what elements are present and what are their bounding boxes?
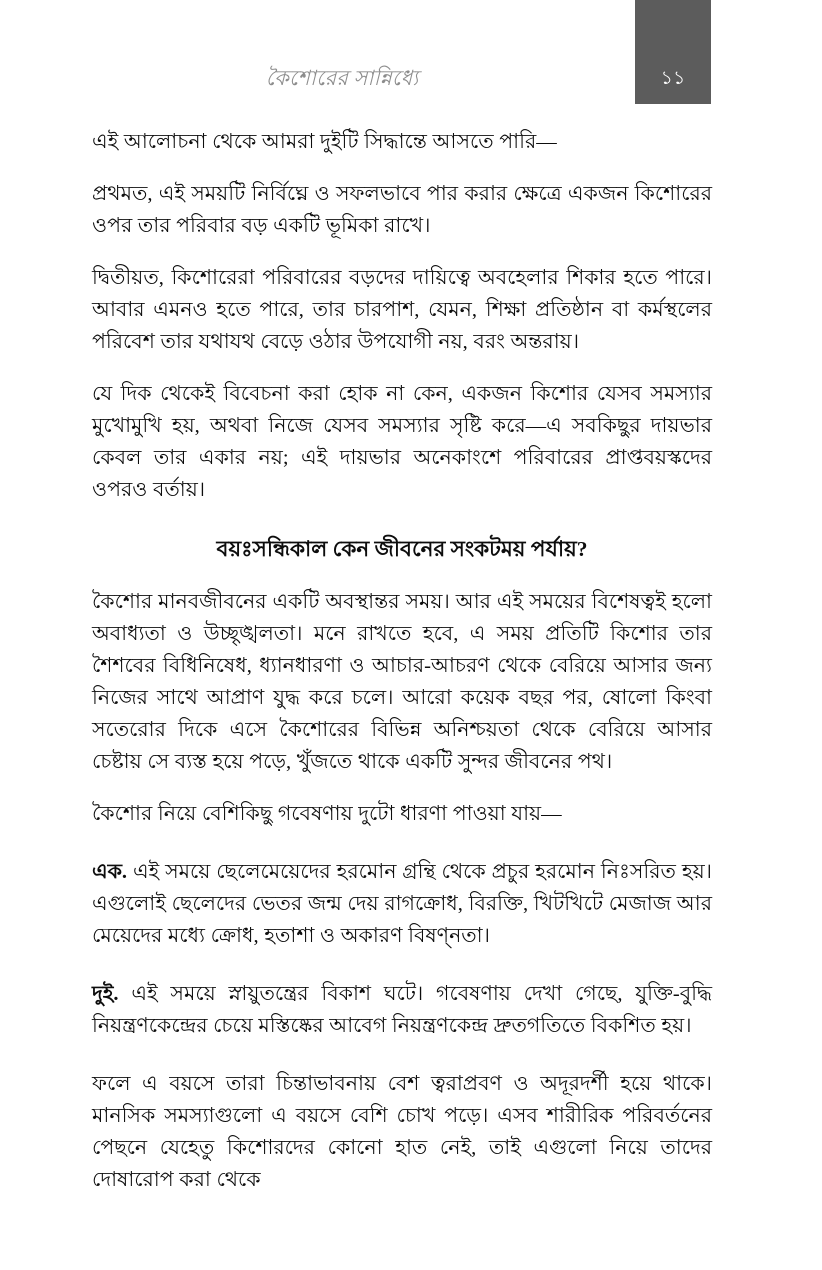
numbered-point xyxy=(92,856,712,952)
page-number: ১১ xyxy=(660,68,686,89)
paragraph: দ্বিতীয়ত, কিশোরেরা পরিবারের বড়দের দায়িত্বে অবহেলার শিকার হতে পারে। আবার এমনও হতে পারে, তার চারপাশ, যেমন, শিক্ষা প্রতিষ্ঠান বা কর্মস্থলের পরিবেশ তার যথাযথ বেড়ে ওঠার উপযোগী নয়, বরং অন্তরায়। xyxy=(92,267,712,353)
paragraph: এই আলোচনা থেকে আমরা দুইটি সিদ্ধান্তে আসতে পারি— xyxy=(92,131,557,153)
paragraph: যে দিক থেকেই বিবেচনা করা হোক না কেন, একজন কিশোর যেসব সমস্যার মুখোমুখি হয়, অথবা নিজে যেসব সমস্যার সৃষ্টি করে—এ সবকিছুর দায়ভার কেবল তার একার নয়; এই দায়ভার অনেকাংশে পরিবারের প্রাপ্তবয়স্কদের ওপরও বর্তায়। xyxy=(92,383,712,501)
paragraph: কৈশোর মানবজীবনের একটি অবস্থান্তর সময়। আর এই সময়ের বিশেষত্বই হলো অবাধ্যতা ও উচ্ছৃঙ্খলতা। মনে রাখতে হবে, এ সময় প্রতিটি কিশোর তার শৈশবের বিধিনিষেধ, ধ্যানধারণা ও আচার-আচরণ থেকে বেরিয়ে আসার জন্য নিজের সাথে আপ্রাণ যুদ্ধ করে চলে। আরো কয়েক বছর পর, ষোলো কিংবা সতেরোর দিকে এসে কৈশোরের বিভিন্ন অনিশ্চয়তা থেকে বেরিয়ে আসার চেষ্টায় সে ব্যস্ত হয়ে পড়ে, খুঁজতে থাকে একটি সুন্দর জীবনের পথ। xyxy=(92,591,712,773)
page-header xyxy=(0,0,822,110)
numbered-point-body: এই সময়ে ছেলেমেয়েদের হরমোন গ্রন্থি থেকে প্রচুর হরমোন নিঃসরিত হয়। এগুলোই ছেলেদের ভেতর জন্ম দেয় রাগক্রোধ, বিরক্তি, খিটখিটে মেজাজ আর মেয়েদের মধ্যে ক্রোধ, হতাশা ও অকারণ বিষণ্নতা। xyxy=(92,861,712,947)
numbered-point-label: দুই. xyxy=(92,983,119,1005)
paragraph: প্রথমত, এই সময়টি নির্বিঘ্নে ও সফলভাবে পার করার ক্ষেত্রে একজন কিশোরের ওপর তার পরিবার বড় একটি ভূমিকা রাখে। xyxy=(92,183,712,237)
section-heading: বয়ঃসন্ধিকাল কেন জীবনের সংকটময় পর্যায়? xyxy=(216,537,588,561)
page-content xyxy=(92,126,712,1196)
numbered-point-body: এই সময়ে স্নায়ুতন্ত্রের বিকাশ ঘটে। গবেষণায় দেখা গেছে, যুক্তি-বুদ্ধি নিয়ন্ত্রণকেন্দ্রের চেয়ে মস্তিষ্কের আবেগ নিয়ন্ত্রণকেন্দ্র দ্রুতগতিতে বিকশিত হয়। xyxy=(92,983,713,1037)
numbered-point-label: এক. xyxy=(92,861,128,883)
numbered-point-text xyxy=(119,983,132,1005)
paragraph: কৈশোর নিয়ে বেশিকিছু গবেষণায় দুটো ধারণা পাওয়া যায়— xyxy=(92,803,562,825)
numbered-point xyxy=(92,978,712,1042)
paragraph: ফলে এ বয়সে তারা চিন্তাভাবনায় বেশ ত্বরাপ্রবণ ও অদূরদর্শী হয়ে থাকে। মানসিক সমস্যাগুলো এ বয়সে বেশি চোখ পড়ে। এসব শারীরিক পরিবর্তনের পেছনে যেহেতু কিশোরদের কোনো হাত নেই, তাই এগুলো নিয়ে তাদের দোষারোপ করা থেকে xyxy=(92,1073,712,1191)
page-number-box xyxy=(635,0,711,104)
running-title: কৈশোরের সান্নিধ্যে xyxy=(265,66,419,90)
